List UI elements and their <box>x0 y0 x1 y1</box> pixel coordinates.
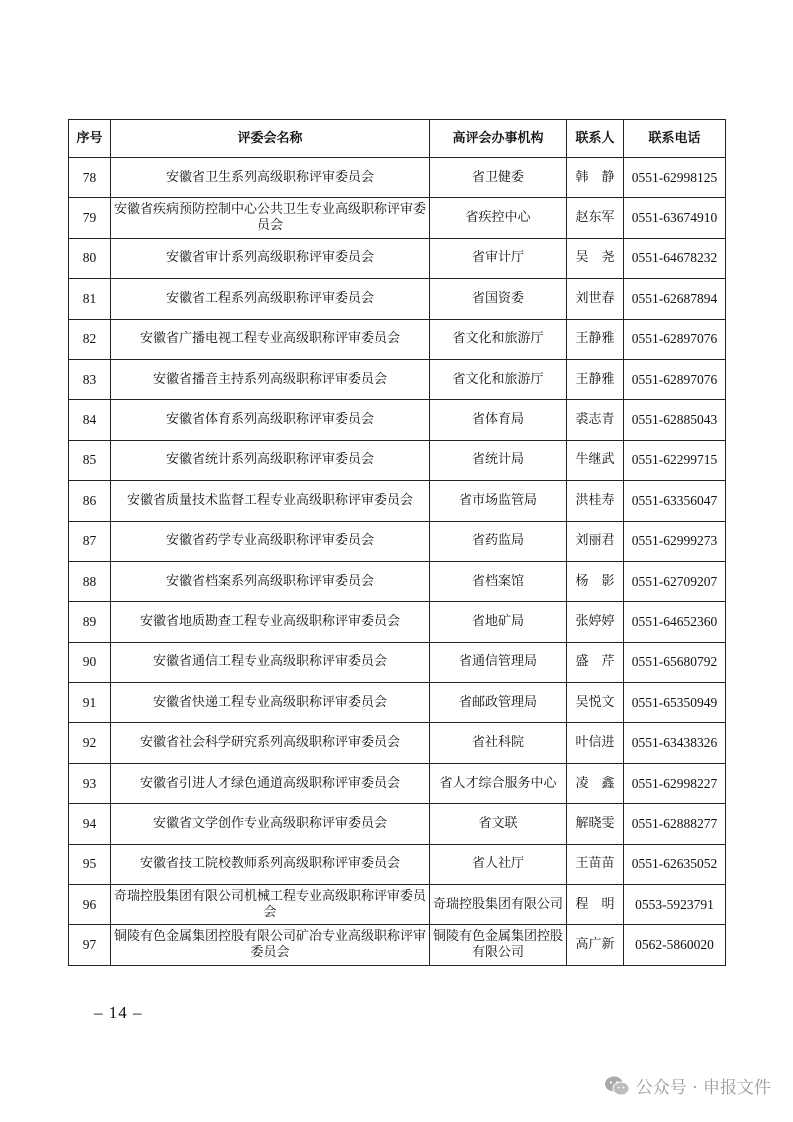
row-number: 94 <box>69 804 111 844</box>
office-name: 铜陵有色金属集团控股有限公司 <box>430 925 567 965</box>
contact-person: 叶信进 <box>567 723 624 763</box>
row-number: 89 <box>69 602 111 642</box>
office-name: 省国资委 <box>430 279 567 319</box>
contact-person: 张婷婷 <box>567 602 624 642</box>
office-name: 省文联 <box>430 804 567 844</box>
row-number: 97 <box>69 925 111 965</box>
committee-name: 安徽省播音主持系列高级职称评审委员会 <box>111 359 430 399</box>
committee-name: 安徽省社会科学研究系列高级职称评审委员会 <box>111 723 430 763</box>
contact-person: 吴 尧 <box>567 238 624 278</box>
office-name: 省市场监管局 <box>430 481 567 521</box>
committee-name: 安徽省档案系列高级职称评审委员会 <box>111 561 430 601</box>
row-number: 84 <box>69 400 111 440</box>
table-body <box>69 158 726 966</box>
contact-person: 盛 芹 <box>567 642 624 682</box>
contact-phone: 0551-65350949 <box>624 683 726 723</box>
office-name: 省文化和旅游厅 <box>430 319 567 359</box>
row-number: 82 <box>69 319 111 359</box>
committee-table-container <box>68 119 725 966</box>
contact-person: 裘志青 <box>567 400 624 440</box>
row-number: 86 <box>69 481 111 521</box>
office-name: 奇瑞控股集团有限公司 <box>430 885 567 925</box>
contact-phone: 0551-62299715 <box>624 440 726 480</box>
office-name: 省卫健委 <box>430 158 567 198</box>
committee-name: 安徽省通信工程专业高级职称评审委员会 <box>111 642 430 682</box>
row-number: 80 <box>69 238 111 278</box>
row-number: 79 <box>69 198 111 238</box>
table-header-row <box>69 120 726 158</box>
contact-phone: 0551-62635052 <box>624 844 726 884</box>
row-number: 88 <box>69 561 111 601</box>
table-row <box>69 158 726 198</box>
table-row <box>69 885 726 925</box>
contact-phone: 0562-5860020 <box>624 925 726 965</box>
table-row <box>69 481 726 521</box>
committee-name: 安徽省广播电视工程专业高级职称评审委员会 <box>111 319 430 359</box>
office-name: 省疾控中心 <box>430 198 567 238</box>
office-name: 省体育局 <box>430 400 567 440</box>
table-row <box>69 561 726 601</box>
contact-person: 王苗苗 <box>567 844 624 884</box>
committee-name: 安徽省统计系列高级职称评审委员会 <box>111 440 430 480</box>
contact-phone: 0551-65680792 <box>624 642 726 682</box>
wechat-icon <box>604 1075 630 1097</box>
contact-phone: 0551-62897076 <box>624 319 726 359</box>
office-name: 省通信管理局 <box>430 642 567 682</box>
row-number: 85 <box>69 440 111 480</box>
row-number: 78 <box>69 158 111 198</box>
office-name: 省审计厅 <box>430 238 567 278</box>
table-row <box>69 683 726 723</box>
row-number: 83 <box>69 359 111 399</box>
row-number: 87 <box>69 521 111 561</box>
header-committee-name: 评委会名称 <box>111 120 430 158</box>
row-number: 90 <box>69 642 111 682</box>
header-number: 序号 <box>69 120 111 158</box>
contact-phone: 0551-62998125 <box>624 158 726 198</box>
contact-phone: 0551-62687894 <box>624 279 726 319</box>
contact-person: 刘世春 <box>567 279 624 319</box>
contact-phone: 0553-5923791 <box>624 885 726 925</box>
contact-person: 解晓雯 <box>567 804 624 844</box>
table-row <box>69 279 726 319</box>
committee-name: 安徽省快递工程专业高级职称评审委员会 <box>111 683 430 723</box>
table-row <box>69 925 726 965</box>
watermark <box>604 1073 771 1098</box>
watermark-text: 公众号 · 申报文件 <box>635 1078 771 1098</box>
office-name: 省地矿局 <box>430 602 567 642</box>
contact-phone: 0551-62709207 <box>624 561 726 601</box>
contact-person: 王静雅 <box>567 319 624 359</box>
row-number: 93 <box>69 763 111 803</box>
committee-name: 安徽省引进人才绿色通道高级职称评审委员会 <box>111 763 430 803</box>
committee-name: 安徽省文学创作专业高级职称评审委员会 <box>111 804 430 844</box>
contact-phone: 0551-62897076 <box>624 359 726 399</box>
contact-person: 韩 静 <box>567 158 624 198</box>
header-contact-person: 联系人 <box>567 120 624 158</box>
committee-name: 安徽省卫生系列高级职称评审委员会 <box>111 158 430 198</box>
contact-person: 高广新 <box>567 925 624 965</box>
office-name: 省药监局 <box>430 521 567 561</box>
contact-person: 刘丽君 <box>567 521 624 561</box>
table-row <box>69 238 726 278</box>
contact-person: 凌 鑫 <box>567 763 624 803</box>
office-name: 省文化和旅游厅 <box>430 359 567 399</box>
table-row <box>69 440 726 480</box>
committee-name: 安徽省质量技术监督工程专业高级职称评审委员会 <box>111 481 430 521</box>
contact-phone: 0551-63356047 <box>624 481 726 521</box>
table-row <box>69 400 726 440</box>
table-row <box>69 844 726 884</box>
office-name: 省人才综合服务中心 <box>430 763 567 803</box>
row-number: 96 <box>69 885 111 925</box>
row-number: 91 <box>69 683 111 723</box>
contact-phone: 0551-62888277 <box>624 804 726 844</box>
contact-phone: 0551-62999273 <box>624 521 726 561</box>
page-number: – 14 – <box>94 1003 143 1022</box>
table-row <box>69 804 726 844</box>
committee-name: 安徽省审计系列高级职称评审委员会 <box>111 238 430 278</box>
committee-name: 安徽省药学专业高级职称评审委员会 <box>111 521 430 561</box>
contact-phone: 0551-62885043 <box>624 400 726 440</box>
table-row <box>69 359 726 399</box>
committee-name: 铜陵有色金属集团控股有限公司矿冶专业高级职称评审委员会 <box>111 925 430 965</box>
office-name: 省社科院 <box>430 723 567 763</box>
committee-name: 安徽省技工院校教师系列高级职称评审委员会 <box>111 844 430 884</box>
office-name: 省邮政管理局 <box>430 683 567 723</box>
header-phone: 联系电话 <box>624 120 726 158</box>
row-number: 81 <box>69 279 111 319</box>
table-row <box>69 521 726 561</box>
contact-person: 吴悦文 <box>567 683 624 723</box>
contact-person: 洪桂寿 <box>567 481 624 521</box>
committee-name: 安徽省疾病预防控制中心公共卫生专业高级职称评审委员会 <box>111 198 430 238</box>
table-row <box>69 763 726 803</box>
committee-name: 安徽省体育系列高级职称评审委员会 <box>111 400 430 440</box>
office-name: 省统计局 <box>430 440 567 480</box>
contact-phone: 0551-64678232 <box>624 238 726 278</box>
contact-phone: 0551-62998227 <box>624 763 726 803</box>
office-name: 省档案馆 <box>430 561 567 601</box>
committee-name: 奇瑞控股集团有限公司机械工程专业高级职称评审委员会 <box>111 885 430 925</box>
committee-name: 安徽省地质勘查工程专业高级职称评审委员会 <box>111 602 430 642</box>
contact-person: 程 明 <box>567 885 624 925</box>
table-row <box>69 723 726 763</box>
contact-person: 杨 影 <box>567 561 624 601</box>
contact-person: 牛继武 <box>567 440 624 480</box>
header-office: 高评会办事机构 <box>430 120 567 158</box>
contact-phone: 0551-63674910 <box>624 198 726 238</box>
table-row <box>69 602 726 642</box>
office-name: 省人社厅 <box>430 844 567 884</box>
row-number: 92 <box>69 723 111 763</box>
table-row <box>69 319 726 359</box>
contact-phone: 0551-64652360 <box>624 602 726 642</box>
committee-name: 安徽省工程系列高级职称评审委员会 <box>111 279 430 319</box>
table-row <box>69 642 726 682</box>
row-number: 95 <box>69 844 111 884</box>
committee-table <box>68 119 726 966</box>
contact-phone: 0551-63438326 <box>624 723 726 763</box>
table-row <box>69 198 726 238</box>
contact-person: 赵东军 <box>567 198 624 238</box>
contact-person: 王静雅 <box>567 359 624 399</box>
